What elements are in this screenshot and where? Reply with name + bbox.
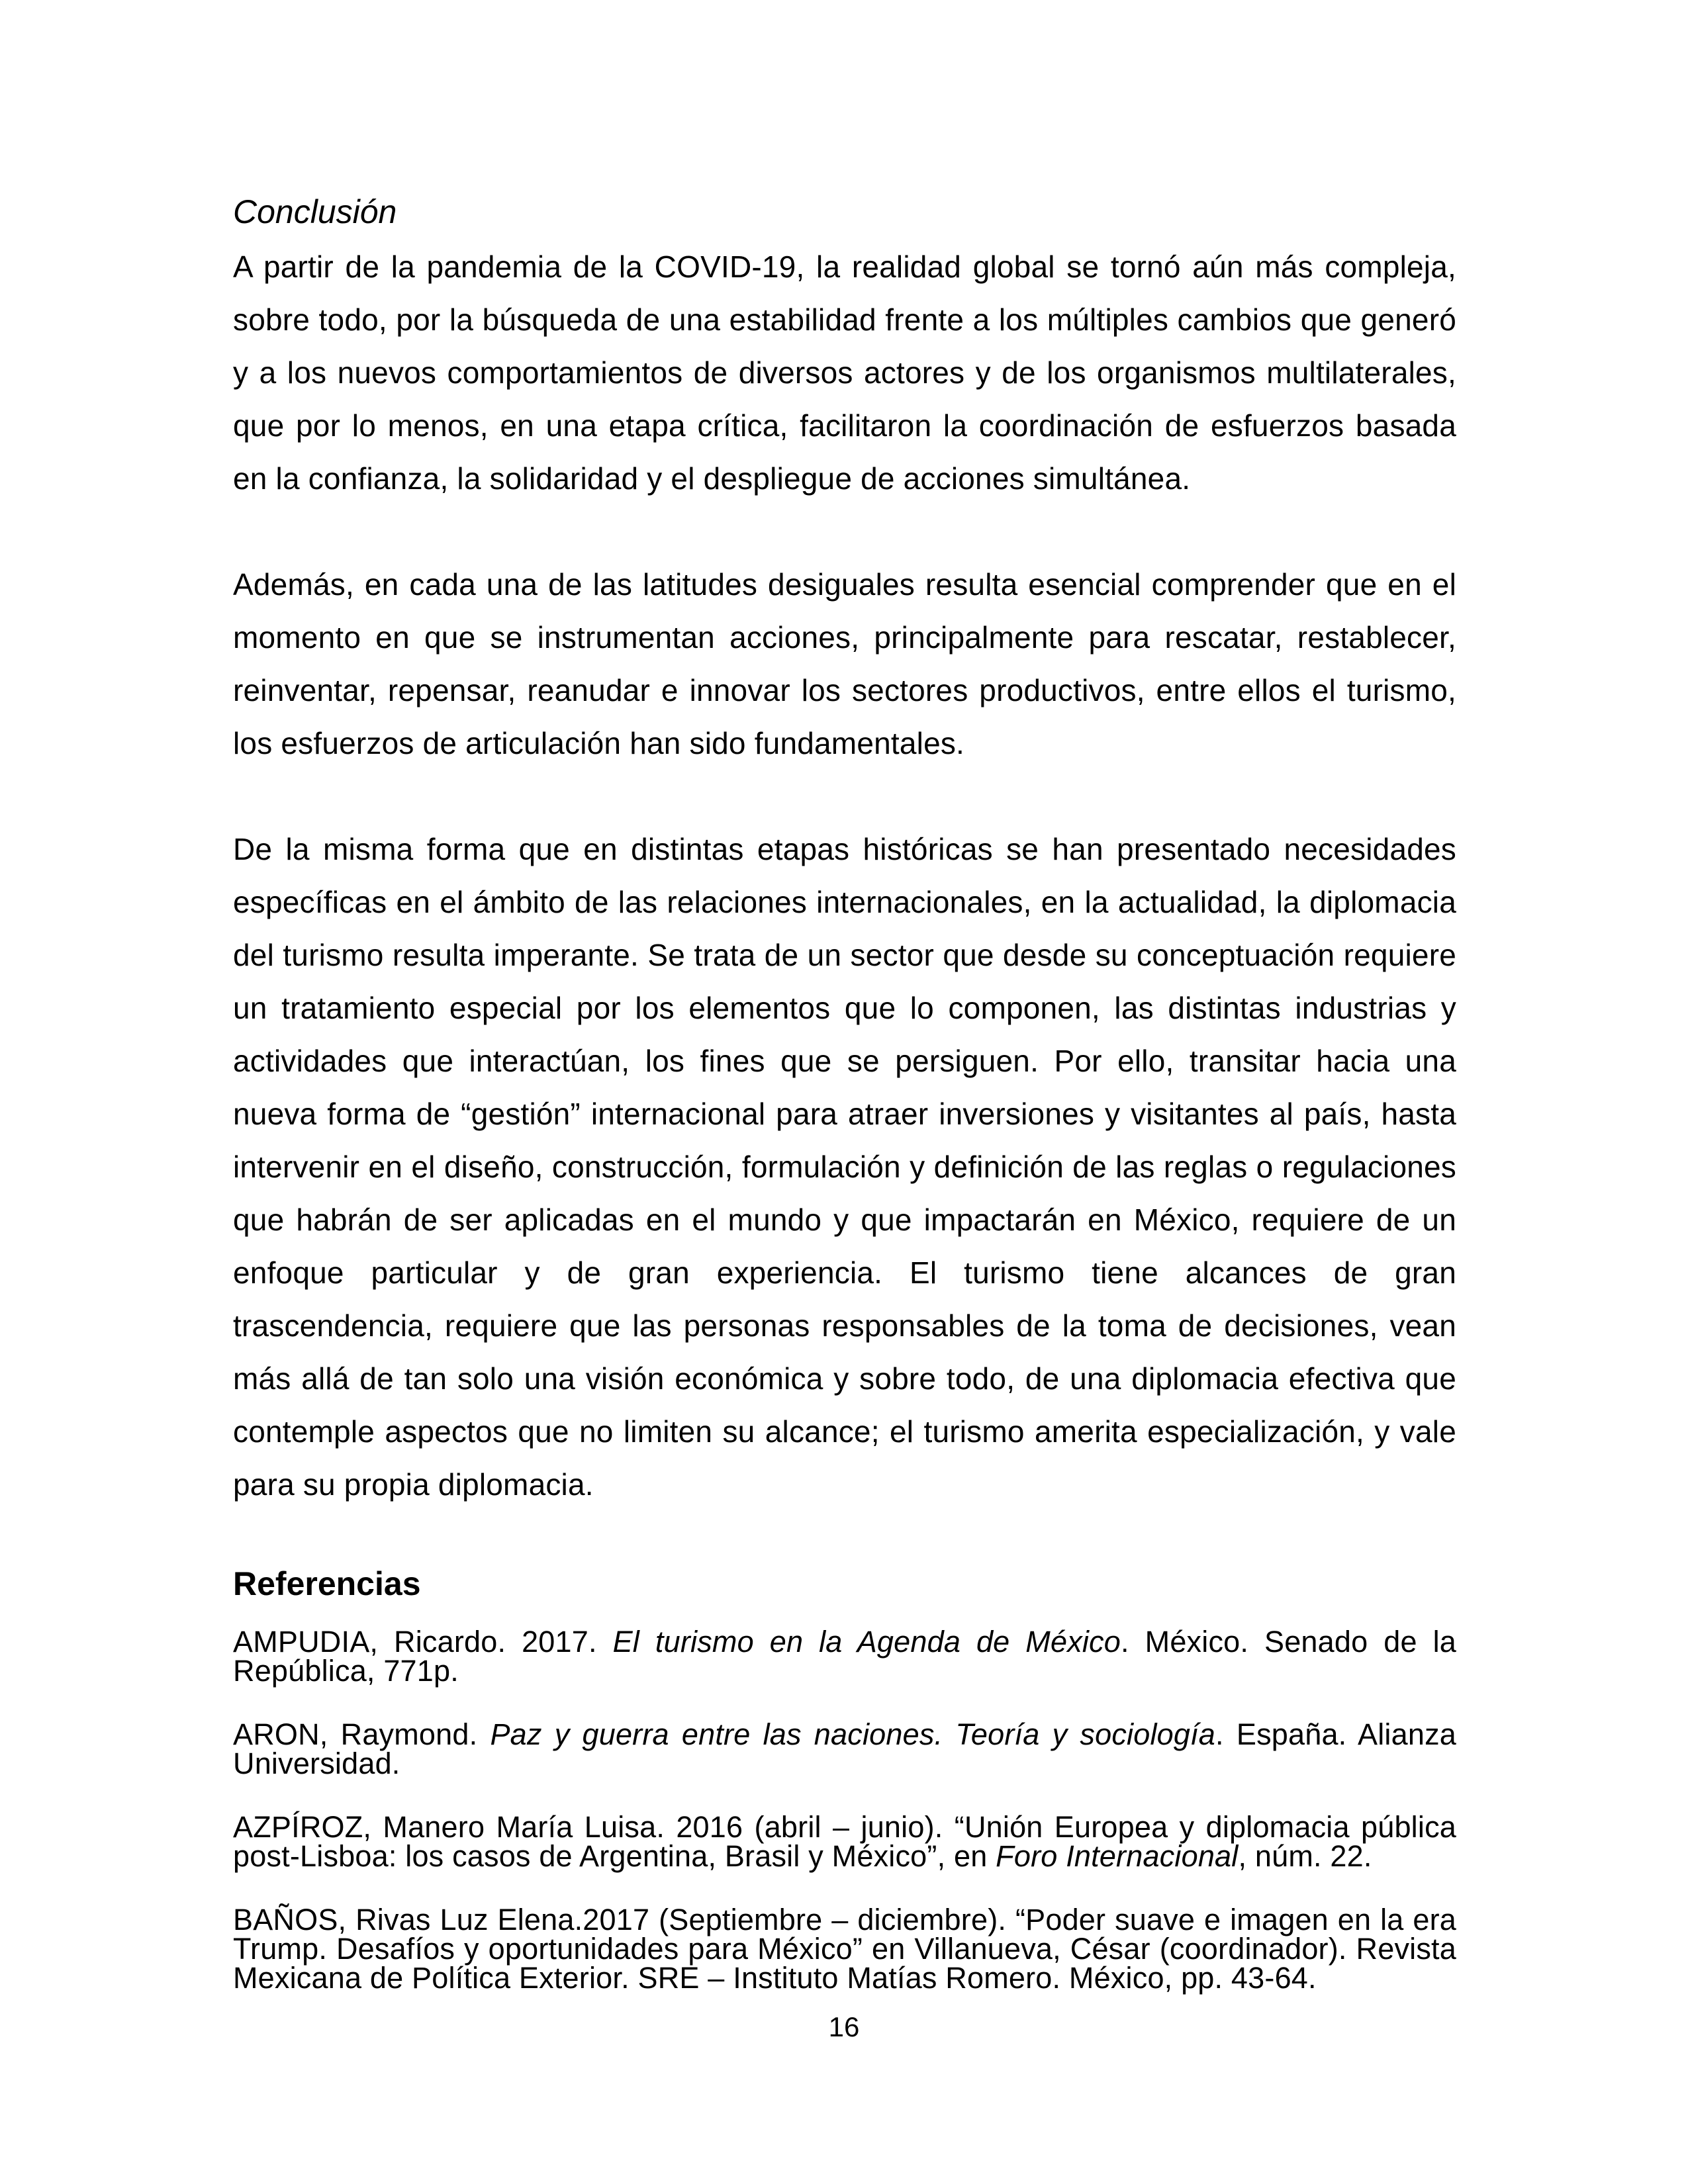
reference-entry [233,1810,1456,1873]
reference-text: ARON, Raymond. [233,1717,491,1751]
reference-text: . España. Alianza Universidad. [233,1717,1457,1780]
page-content [233,183,1456,2027]
references-list [233,1627,1456,1993]
reference-text: , núm. 22. [1238,1839,1372,1873]
reference-title-italic: Paz y guerra entre las naciones. Teoría y sociología [490,1717,1216,1751]
references-heading: Referencias [233,1565,421,1602]
reference-entry [233,1717,1457,1780]
reference-entry [233,1905,1456,1993]
reference-text: AMPUDIA, Ricardo. 2017. [233,1625,613,1659]
body-paragraphs [233,240,1456,1511]
body-paragraph: De la misma forma que en distintas etapas históricas se han presentado necesidades específicas en el ámbito de las relaciones internacionales, en la actualidad, la diplomacia del turismo resulta imperante. Se trata de un sector que desde su conceptuación requiere un tratamiento especial por los elementos que lo componen, las distintas industrias y actividades que interactúan, los fines que se persiguen. Por ello, transitar hacia una nueva forma de “gestión” internacional para atraer inversiones y visitantes al país, hasta intervenir en el diseño, construcción, formulación y definición de las reglas o regulaciones que habrán de ser aplicadas en el mundo y que impactarán en México, requiere de un enfoque particular y de gran experiencia. El turismo tiene alcances de gran trascendencia, requiere que las personas responsables de la toma de decisiones, vean más allá de tan solo una visión económica y sobre todo, de una diplomacia efectiva que contemple aspectos que no limiten su alcance; el turismo amerita especialización, y vale para su propia diplomacia. [233,832,1456,1502]
reference-title-italic: El turismo en la Agenda de México [612,1625,1121,1659]
reference-text: . México. Senado de la República, 771p. [233,1625,1456,1688]
reference-title-italic: Foro Internacional [996,1839,1239,1873]
reference-text: BAÑOS, Rivas Luz Elena.2017 (Septiembre – diciembre). “Poder suave e imagen en la era Trump. Desafíos y oportunidades para México” en Villanueva, César (coordinador). Revista Mexicana de Política Exterior. SRE – Instituto Matías Romero. México, pp. 43-64. [233,1903,1456,1995]
reference-entry [233,1627,1456,1686]
body-paragraph: Además, en cada una de las latitudes desiguales resulta esencial comprender que en el momento en que se instrumentan acciones, principalmente para rescatar, restablecer, reinventar, repensar, reanudar e innovar los sectores productivos, entre ellos el turismo, los esfuerzos de articulación han sido fundamentales. [233,567,1456,760]
reference-text: AZPÍROZ, Manero María Luisa. 2016 (abril – junio). “Unión Europea y diplomacia pública post-Lisboa: los casos de Argentina, Brasil y México”, en [233,1810,1456,1873]
page-number: 16 [828,2011,860,2042]
body-paragraph: A partir de la pandemia de la COVID-19, la realidad global se tornó aún más compleja, sobre todo, por la búsqueda de una estabilidad frente a los múltiples cambios que generó y a los nuevos comportamientos de diversos actores y de los organismos multilaterales, que por lo menos, en una etapa crítica, facilitaron la coordinación de esfuerzos basada en la confianza, la solidaridad y el despliegue de acciones simultánea. [233,250,1456,496]
section-title: Conclusión [233,193,397,230]
